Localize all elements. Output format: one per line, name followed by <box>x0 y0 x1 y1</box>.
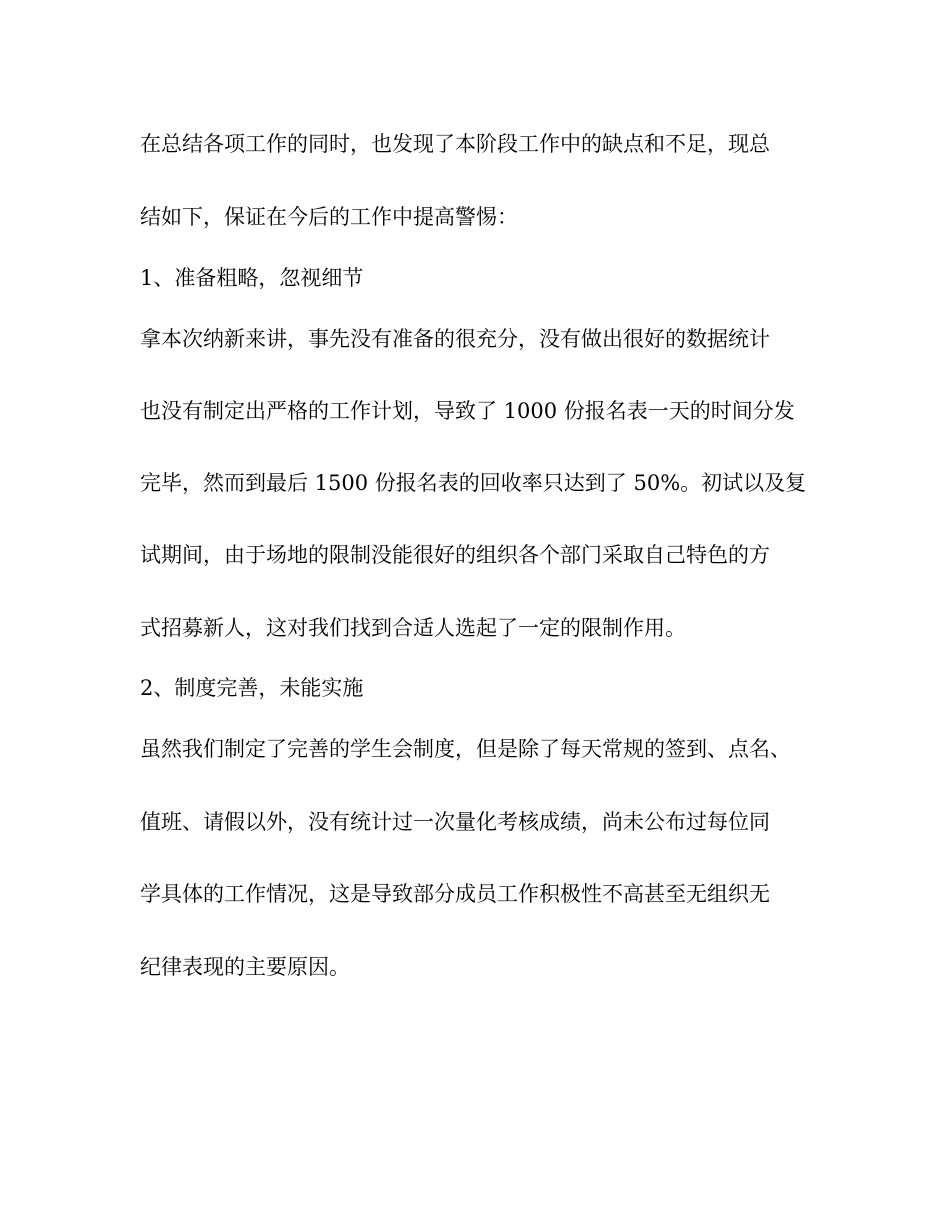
paragraph-line: 也没有制定出严格的工作计划，导致了 1000 份报名表一天的时间分发 <box>140 399 795 423</box>
paragraph-line: 结如下，保证在今后的工作中提高警惕： <box>140 205 518 229</box>
section-heading-1: 1、准备粗略，忽视细节 <box>140 266 364 290</box>
section-heading-2: 2、制度完善，未能实施 <box>140 676 364 700</box>
paragraph-line: 试期间，由于场地的限制没能很好的组织各个部门采取自己特色的方 <box>140 543 770 567</box>
paragraph-line: 虽然我们制定了完善的学生会制度，但是除了每天常规的签到、点名、 <box>140 737 791 761</box>
paragraph-line: 完毕，然而到最后 1500 份报名表的回收率只达到了 50%。初试以及复 <box>140 471 807 495</box>
paragraph-line: 在总结各项工作的同时，也发现了本阶段工作中的缺点和不足，现总 <box>140 132 770 156</box>
paragraph-line: 拿本次纳新来讲，事先没有准备的很充分，没有做出很好的数据统计 <box>140 327 770 351</box>
paragraph-line: 式招募新人，这对我们找到合适人选起了一定的限制作用。 <box>140 616 686 640</box>
paragraph-line: 纪律表现的主要原因。 <box>140 955 350 979</box>
paragraph-line: 学具体的工作情况，这是导致部分成员工作积极性不高甚至无组织无 <box>140 882 770 906</box>
paragraph-line: 值班、请假以外，没有统计过一次量化考核成绩，尚未公布过每位同 <box>140 810 770 834</box>
